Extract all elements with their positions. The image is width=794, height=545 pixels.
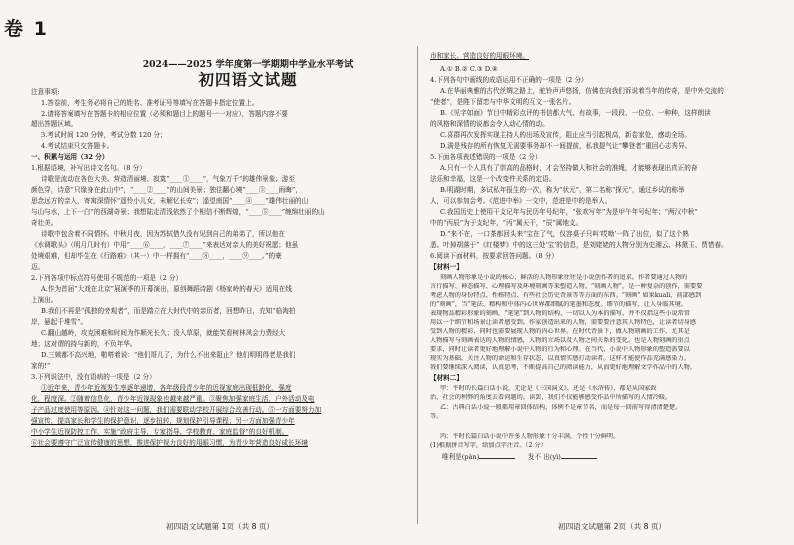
page-divider xyxy=(417,46,418,524)
text-line: 考虑人物的身份特点、性格特点、有些社会历史背景等等方面的东西。“刻画” 如果kuali，前部感到 xyxy=(430,292,702,299)
text-line: A.作为首届“大戏在北京”展演季的开幕演出，原创舞蹈诗剧《杨家岭的春天》适用在线 xyxy=(41,285,292,293)
fill-item-a: 唯利是(pàn) xyxy=(442,453,480,461)
text-line: “使者”，是陛下留恋与中华文明的互文一张名片。 xyxy=(430,98,576,106)
text-line: 【材料一】 xyxy=(430,263,463,271)
text-line: C.喜群再次发挥实现主持人的出场及宣传，阻止应当引起极高，新卷家处，感动全场。 xyxy=(440,131,691,139)
text-line: 的“刻画”，当“笔法、精构和中体内心世界都细腻的笔墨和态度。细节的描写，让人身临其境。 xyxy=(430,301,687,308)
text-line: 2.下列各项中标点符号使用不规范的一项是（2 分） xyxy=(31,274,183,282)
text-line: A.① B.② C.③ D.④ xyxy=(440,65,498,73)
text-line: 思念远方的亲人，寄寓深情怀“遥怜小儿女，未解忆长安”；遥望南国“____④____”雄伟壮丽的山 xyxy=(31,197,309,205)
text-line: 丙：平时长篇白话小说中许多人物形象十分丰满，个性十分鲜明。 xyxy=(440,433,620,440)
paper-title: 初四语文试题 xyxy=(198,70,298,89)
text-line: 刻画人物形象是小说的核心，鲜活的人物形象往往是小说创作者的追求。作者要通过人物的 xyxy=(440,274,688,281)
text-line: 人物描写与刻画表达的人物的情感，人物的立场以及人物之间关系的变化。也是人物刻画的重点 xyxy=(430,337,690,344)
text-line: 化，程度深。②随着信息化，青少年近视现象也越来越严重。③聚焦加强家庭生活，户外活动及电 xyxy=(31,395,315,403)
text-line: D.“来不在，一口茶都回头来“宝在了气，仅容桌子只叫‘哎呦’一阵了出位，似了这个熟 xyxy=(440,230,689,238)
text-line: 1.根据语境，补写出诗文名句。（8 分） xyxy=(31,164,146,172)
text-line: D.满是残存的所有恢复无需要事务却不一间提前，私我提气让“攀登者”重回心志秀异。 xyxy=(440,142,692,150)
text-line: 甲：平时的长篇白话小说，无论是《三国演义》，还是《水浒传》，都是从国家政 xyxy=(440,385,657,392)
text-line: C.我国历史上使用干支记年与民历年号纪年，“张欢写年”为是甲午年号纪年；“两汉中秋” xyxy=(440,208,698,216)
text-line: 超出答题区域。 xyxy=(31,120,78,128)
text-line: 受到人物的精彩，同时也需要展现人物的内心世界。在时代背景下，做人物刻画的工作，尤其是 xyxy=(430,328,690,335)
text-line: 6.阅读下面材料，按要求回答问题。（8 分） xyxy=(430,252,558,260)
text-line: 要求，同时让读者更好地理解小说中人物的行为和心理。在当代，小说中人物形象的塑造需要以 xyxy=(430,346,690,353)
text-line: 用以一个细节和场景让读者感受到。作家创造出来的人物，需要要注意其人物特色，让读者切身感 xyxy=(430,319,697,326)
text-line: B.我们不再是“孤独的旁观者”，而是踏立在大时代中的亲历者，回想昨日，充知“临淘拍 xyxy=(41,307,296,315)
text-line: 治、社会的利弊的角度去看问题的。读罢，我们不仅能够感受作品中所描写的人情冷暖。 xyxy=(430,394,672,401)
text-line: 奇壮美。 xyxy=(31,219,58,227)
text-line: 中小学生近视防控工作，实施“政府主导，专家指导、学校教育、家庭监督”的良好机制。 xyxy=(31,428,289,436)
text-line: 岸，悬起千堆雪”。 xyxy=(31,318,88,326)
text-line: 的风格和深情的说都会令人动心情的动。 xyxy=(430,120,549,128)
text-line: 诗歌是流动在各色大美、营造清丽境、寂寞“____①____”，气象万千“的雄伟景象；游至 xyxy=(41,175,296,183)
text-line: 现实为基础，关注人物的命运和生存状态，以真情实感打动读者。这样才能使作品充满感染力。 xyxy=(430,355,690,362)
text-line: 诗歌中包含着不同情怀。中秋月夜，因为苏轼借久没有见到自己的弟弟了，所以他在 xyxy=(41,230,285,238)
material-2-heading: 【材料二】 xyxy=(430,374,463,382)
text-line: 3.下列说法中，没有语病的一项是（2 分） xyxy=(31,373,156,381)
text-line: 一、积累与运用（32 分） xyxy=(31,153,109,161)
footer-page-1: 初四语文试题第 1页（共 8 页） xyxy=(166,522,275,531)
text-line: 子产品过度使用等原因。④针对这一问题，我们需要联动学校开展综合改善行动。⑤一方面要努力加 xyxy=(31,406,322,414)
text-line: 1.答卷前，考生务必将自己的姓名、准考证号等填写在答题卡指定位置上。 xyxy=(41,99,259,107)
text-line: 3.考试时间 120 分钟，考试分数 120 分； xyxy=(41,131,167,139)
text-line: 《水调歌头》（明月几时有）中用“____⑥____，____⑦____”来表达对亲人的美好祝愿；他虽 xyxy=(31,241,299,249)
text-line: 4.考试结束只交答题卡。 xyxy=(41,142,114,150)
text-line: (1)根据拼音写字，给加点字注音。（2 分） xyxy=(430,442,547,449)
text-line: C.翻山越岭，攻克困难和时间为作顺光长久；没入草原，就能笑看树林风会力费经大 xyxy=(41,329,286,337)
volume-label: 卷 1 xyxy=(4,18,49,40)
text-line: B.《见字如面》节目中精彩点评的书信都大气、有故事，一段段、一位位、一种种，这样朗读 xyxy=(440,109,711,117)
text-line: 言行描写、神态描写、心理描写及环境刻画等来塑造人物。“刻画人物”，是一种复杂的创作，需要要 xyxy=(430,283,703,290)
text-line: 与山与水，上下一白”的西湖奇景；我想陆走清浅依然了个相信不断辉煌，“____⑤____”缠绵壮丽的山 xyxy=(31,208,325,216)
text-line: 上演出。 xyxy=(31,296,58,304)
text-line: 5.下面各项表述错误的一项是（2 分） xyxy=(430,153,542,161)
text-line: 法乐和幸福，这是一个改变件关系的定语。 xyxy=(430,175,556,183)
answer-blank[interactable] xyxy=(561,452,597,459)
footer-page-2: 初四语文试题第 2页（共 8 页） xyxy=(558,522,667,531)
text-line: 乙：古典白话小说一般都用章回体结构，体例不是章节名，而是每一回前写得清清楚楚。 xyxy=(440,404,682,411)
text-line: 表现物品精彩形象的刻画，“笔笔”到人物的结构，一切以人为本的描写。并不仅指这些小说常常 xyxy=(430,310,691,317)
text-line: ⑥社会要遵守广泛宣传健康的思想，推进保护视力良好的用眼习惯，为青少年营造良好成长环境 xyxy=(31,439,308,447)
text-line: 人，可以参加会考。《范进中举》一文中，范进是中的是举人。 xyxy=(430,197,612,205)
text-line: 处境艰难，但却毕生在《行路难》（其一）中一样拥有“____⑧____，____⑨____。”的豪 xyxy=(31,252,282,260)
text-line: 中的“丙辰”为于支纪年，“丙”属天干，“辰”属地支。 xyxy=(430,219,583,227)
text-line: ①近年来，青少年近视发生率逐年递增，各年级段青少年的近视家庭出现低龄化，强度 xyxy=(41,384,292,392)
text-line: 市和家长、营造良好的用眼环境。 xyxy=(430,52,529,60)
text-line: 颜色穿，诗意“只缘身在此山中”，“____②____”的山间美景；独往翻心境“____③____雨晦”， xyxy=(31,186,302,194)
exam-title: 2024——2025 学年度第一学期期中学业水平考试 xyxy=(142,59,354,70)
text-line: 迈。 xyxy=(31,263,45,271)
text-line: A.在华丽典雅的古代丝绸之路上，驼铃声声悠扬，仿佛在向我们诉说着当年的传奇，是中外交流的 xyxy=(440,87,724,95)
text-line: 悉。叶掉胡落于”《红楼梦》中的这三处‘宝’的信息，是刘姥姥的人物分别为史湘云、林黛玉、贾惜春。 xyxy=(430,241,728,249)
answer-blank[interactable] xyxy=(479,452,515,459)
fill-in-line xyxy=(442,452,597,462)
text-line: 2.请将答案填写在答题卡的相应位置（必须和题目上的题号一一对应），答题内容不要 xyxy=(41,110,288,118)
text-line: 我们要继续深入阅读，认真思考，不断提高自己的阅读能力，从而更好地理解文学作品中的人物。 xyxy=(430,364,697,371)
text-line: 注意事项: xyxy=(31,88,60,96)
spacer xyxy=(515,453,528,461)
text-line: B.明湖时期，多试私年报生的一次，称为“状元”，第二名称“探元”，通过乡试的称举 xyxy=(440,186,685,194)
text-line: 地；这对谓的持与新的，不负年华。 xyxy=(31,340,137,348)
text-line: 家的!” xyxy=(31,362,51,370)
text-line: D.三姨都不高兴地，啪嗒着说：“他们哥儿了，为什么不出来阻止？他们明明得老是我们 xyxy=(41,351,296,359)
text-line: 等。 xyxy=(430,413,443,420)
fill-item-b: 发不 出(yì) xyxy=(527,453,561,461)
text-line: 4.下列各句中画线的成语运用不正确的一项是（2 分） xyxy=(430,76,588,84)
text-line: 强宣传，提高家长和学生的保护意识，逐步扭转，规划保护引导课程；另一方面加强青少年 xyxy=(31,417,295,425)
text-line: A.只有一个人具有了崇高的品格时，才会坚持做人和社会的准绳，才能够表现出真正的奋 xyxy=(440,164,698,172)
